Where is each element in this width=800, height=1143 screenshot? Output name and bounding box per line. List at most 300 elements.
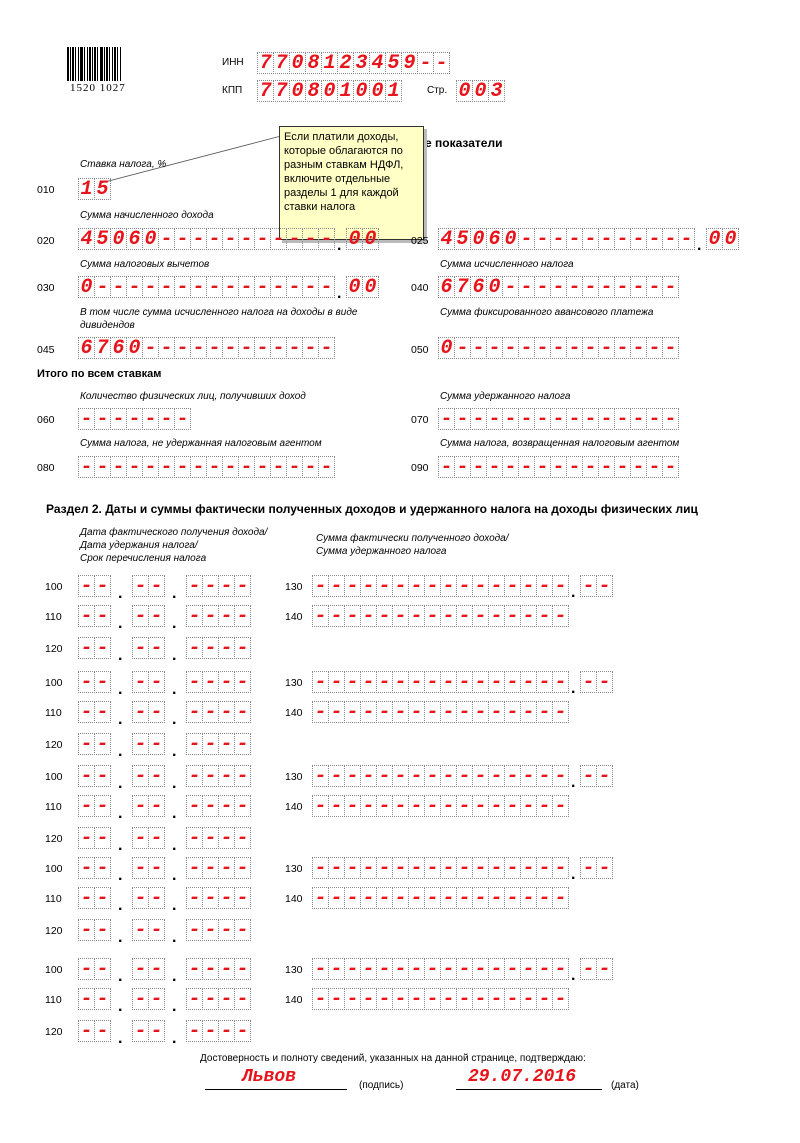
char-cell: 5 xyxy=(94,228,111,250)
char-cell: - xyxy=(534,337,551,359)
code-025: 025 xyxy=(411,235,429,247)
income-amount-field[interactable] xyxy=(312,857,612,883)
signature-line xyxy=(205,1089,347,1090)
confirm-text: Достоверность и полноту сведений, указанных на данной странице, подтверждаю: xyxy=(200,1053,586,1064)
char-cell: - xyxy=(646,456,663,478)
char-cell: - xyxy=(254,337,271,359)
char-cell: - xyxy=(614,456,631,478)
code-130: 130 xyxy=(285,964,303,976)
char-cell: - xyxy=(536,765,553,787)
date-field[interactable] xyxy=(78,575,250,602)
char-cell: - xyxy=(488,765,505,787)
char-cell: - xyxy=(174,228,191,250)
char-cell: - xyxy=(440,701,457,723)
date-label-3: Срок перечисления налога xyxy=(80,553,207,564)
char-cell: - xyxy=(94,988,111,1010)
char-cell: - xyxy=(148,671,165,693)
char-cell: - xyxy=(440,795,457,817)
code-110: 110 xyxy=(45,801,62,813)
char-cell: - xyxy=(582,337,599,359)
date-separator: . xyxy=(118,805,123,822)
char-cell: - xyxy=(218,887,235,909)
char-cell: 7 xyxy=(257,52,274,74)
char-cell: - xyxy=(536,988,553,1010)
char-cell: - xyxy=(186,605,203,627)
char-cell: - xyxy=(234,795,251,817)
date-separator: . xyxy=(118,968,123,985)
decimal-point: . xyxy=(337,237,342,254)
char-cell: - xyxy=(504,988,521,1010)
signature-caption: (подпись) xyxy=(359,1080,404,1091)
char-cell: - xyxy=(202,1020,219,1042)
withheld-amount-field[interactable] xyxy=(312,701,568,723)
char-cell: - xyxy=(596,671,613,693)
char-cell: - xyxy=(456,671,473,693)
char-cell: - xyxy=(520,857,537,879)
char-cell: - xyxy=(596,575,613,597)
date-field[interactable] xyxy=(78,919,250,946)
code-140: 140 xyxy=(285,801,303,813)
char-cell: - xyxy=(488,701,505,723)
char-cell: - xyxy=(424,575,441,597)
decimal-point: . xyxy=(571,967,576,984)
char-cell: - xyxy=(78,1020,95,1042)
char-cell: - xyxy=(78,795,95,817)
char-cell: - xyxy=(222,456,239,478)
char-cell: 0 xyxy=(353,80,370,102)
char-cell: - xyxy=(186,637,203,659)
char-cell: - xyxy=(392,605,409,627)
char-cell: - xyxy=(488,671,505,693)
date-caption: (дата) xyxy=(611,1080,639,1091)
char-cell: - xyxy=(190,276,207,298)
withheld-tax-field[interactable] xyxy=(438,408,678,430)
char-cell: - xyxy=(552,988,569,1010)
char-cell: - xyxy=(536,958,553,980)
char-cell: - xyxy=(270,456,287,478)
char-cell: - xyxy=(234,887,251,909)
char-cell: - xyxy=(456,765,473,787)
char-cell: - xyxy=(234,988,251,1010)
char-cell: - xyxy=(286,228,303,250)
date-separator: . xyxy=(118,837,123,854)
char-cell: - xyxy=(552,671,569,693)
char-cell: 0 xyxy=(321,80,338,102)
income-amount-field[interactable] xyxy=(312,958,612,984)
char-cell: - xyxy=(504,701,521,723)
char-cell: - xyxy=(472,765,489,787)
date-separator: . xyxy=(172,615,177,632)
date-separator: . xyxy=(118,998,123,1015)
char-cell: - xyxy=(234,857,251,879)
date-label-1: Дата фактического получения дохода/ xyxy=(80,527,268,538)
code-030: 030 xyxy=(37,282,55,294)
dividend-tax-field[interactable] xyxy=(78,337,334,359)
char-cell: - xyxy=(206,228,223,250)
char-cell: - xyxy=(142,408,159,430)
date-field[interactable] xyxy=(78,671,250,698)
char-cell: - xyxy=(408,887,425,909)
char-cell: - xyxy=(190,228,207,250)
date-field[interactable] xyxy=(78,701,250,728)
char-cell: - xyxy=(472,575,489,597)
char-cell: - xyxy=(360,988,377,1010)
char-cell: - xyxy=(94,637,111,659)
char-cell: - xyxy=(312,765,329,787)
char-cell: 8 xyxy=(305,80,322,102)
char-cell: - xyxy=(456,701,473,723)
char-cell: - xyxy=(552,701,569,723)
date-field[interactable] xyxy=(78,795,250,822)
date-field[interactable] xyxy=(78,887,250,914)
char-cell: - xyxy=(550,228,567,250)
date-field[interactable] xyxy=(78,958,250,985)
char-cell: - xyxy=(132,887,149,909)
deductions-field[interactable] xyxy=(78,276,378,302)
char-cell: - xyxy=(360,795,377,817)
dividend-income-field[interactable] xyxy=(438,228,738,254)
char-cell: - xyxy=(392,671,409,693)
code-100: 100 xyxy=(45,581,63,593)
char-cell: - xyxy=(360,575,377,597)
char-cell: - xyxy=(566,276,583,298)
date-separator: . xyxy=(172,897,177,914)
persons-count-field[interactable] xyxy=(78,408,190,430)
char-cell: - xyxy=(440,887,457,909)
char-cell: - xyxy=(218,988,235,1010)
char-cell: - xyxy=(536,795,553,817)
date-separator: . xyxy=(172,681,177,698)
char-cell: - xyxy=(408,988,425,1010)
char-cell: - xyxy=(580,958,597,980)
char-cell: - xyxy=(520,887,537,909)
char-cell: - xyxy=(440,857,457,879)
char-cell: - xyxy=(78,988,95,1010)
date-field[interactable] xyxy=(78,988,250,1015)
char-cell: - xyxy=(456,887,473,909)
char-cell: - xyxy=(424,605,441,627)
not-withheld-field[interactable] xyxy=(78,456,334,478)
fixed-advance-field[interactable] xyxy=(438,337,678,359)
char-cell: - xyxy=(472,988,489,1010)
char-cell: - xyxy=(344,765,361,787)
char-cell: 6 xyxy=(470,276,487,298)
char-cell: - xyxy=(94,605,111,627)
date-separator: . xyxy=(118,929,123,946)
char-cell: - xyxy=(202,733,219,755)
char-cell: 0 xyxy=(110,228,127,250)
kpp-label: КПП xyxy=(222,85,243,96)
char-cell: 7 xyxy=(273,80,290,102)
char-cell: 0 xyxy=(502,228,519,250)
char-cell: - xyxy=(218,765,235,787)
char-cell: - xyxy=(552,605,569,627)
char-cell: - xyxy=(238,456,255,478)
char-cell: - xyxy=(518,228,535,250)
char-cell: - xyxy=(312,671,329,693)
char-cell: - xyxy=(186,827,203,849)
char-cell: - xyxy=(360,958,377,980)
code-120: 120 xyxy=(45,1026,63,1038)
date-separator: . xyxy=(172,711,177,728)
char-cell: 3 xyxy=(353,52,370,74)
char-cell: - xyxy=(518,276,535,298)
char-cell: - xyxy=(132,575,149,597)
char-cell: 7 xyxy=(454,276,471,298)
char-cell: - xyxy=(488,988,505,1010)
char-cell: 0 xyxy=(706,228,723,250)
char-cell: - xyxy=(94,701,111,723)
char-cell: - xyxy=(202,765,219,787)
char-cell: - xyxy=(312,795,329,817)
char-cell: - xyxy=(518,337,535,359)
char-cell: - xyxy=(598,228,615,250)
char-cell: - xyxy=(440,575,457,597)
char-cell: - xyxy=(132,827,149,849)
date-field[interactable] xyxy=(78,1020,250,1047)
withheld-amount-field[interactable] xyxy=(312,795,568,817)
char-cell: - xyxy=(148,795,165,817)
char-cell: - xyxy=(132,765,149,787)
char-cell: - xyxy=(94,795,111,817)
char-cell: - xyxy=(78,958,95,980)
date-separator: . xyxy=(118,1030,123,1047)
char-cell: - xyxy=(132,701,149,723)
char-cell: - xyxy=(234,701,251,723)
date-field[interactable] xyxy=(78,605,250,632)
char-cell: 5 xyxy=(454,228,471,250)
char-cell: - xyxy=(438,456,455,478)
char-cell: - xyxy=(344,701,361,723)
char-cell: - xyxy=(206,276,223,298)
char-cell: - xyxy=(598,456,615,478)
date-separator: . xyxy=(118,743,123,760)
char-cell: - xyxy=(186,919,203,941)
char-cell: - xyxy=(376,988,393,1010)
code-130: 130 xyxy=(285,677,303,689)
char-cell: - xyxy=(202,671,219,693)
char-cell: - xyxy=(158,228,175,250)
char-cell: - xyxy=(148,733,165,755)
date-separator: . xyxy=(172,867,177,884)
char-cell: - xyxy=(456,605,473,627)
char-cell: - xyxy=(218,958,235,980)
char-cell: - xyxy=(376,605,393,627)
char-cell: 0 xyxy=(78,276,95,298)
char-cell: - xyxy=(582,228,599,250)
char-cell: 0 xyxy=(456,80,473,102)
date-field[interactable] xyxy=(78,765,250,792)
char-cell: - xyxy=(328,988,345,1010)
char-cell: - xyxy=(614,276,631,298)
date-field[interactable] xyxy=(78,827,250,854)
char-cell: - xyxy=(286,456,303,478)
char-cell: - xyxy=(454,456,471,478)
char-cell: - xyxy=(202,919,219,941)
code-120: 120 xyxy=(45,643,63,655)
char-cell: - xyxy=(472,671,489,693)
char-cell: - xyxy=(186,988,203,1010)
char-cell: - xyxy=(630,276,647,298)
withheld-amount-field[interactable] xyxy=(312,988,568,1010)
char-cell: - xyxy=(502,337,519,359)
char-cell: - xyxy=(552,857,569,879)
char-cell: - xyxy=(662,337,679,359)
char-cell: - xyxy=(344,575,361,597)
char-cell: - xyxy=(392,958,409,980)
date-separator: . xyxy=(172,1030,177,1047)
date-separator: . xyxy=(172,647,177,664)
char-cell: - xyxy=(440,958,457,980)
date-field[interactable] xyxy=(78,733,250,760)
signature[interactable]: Львов xyxy=(242,1067,297,1087)
withheld-amount-field[interactable] xyxy=(312,887,568,909)
char-cell: - xyxy=(472,857,489,879)
char-cell: - xyxy=(376,671,393,693)
rate-field[interactable] xyxy=(78,178,110,200)
date-separator: . xyxy=(118,775,123,792)
char-cell: - xyxy=(94,827,111,849)
char-cell: - xyxy=(408,857,425,879)
char-cell: - xyxy=(328,958,345,980)
char-cell: - xyxy=(456,575,473,597)
char-cell: - xyxy=(456,958,473,980)
income-amount-field[interactable] xyxy=(312,671,612,697)
char-cell: - xyxy=(376,857,393,879)
char-cell: - xyxy=(78,605,95,627)
char-cell: - xyxy=(94,671,111,693)
char-cell: 0 xyxy=(346,276,363,298)
dividend-tax-label: В том числе сумма исчисленного налога на доходы в виде дивидендов xyxy=(80,307,358,331)
char-cell: - xyxy=(190,456,207,478)
char-cell: - xyxy=(186,1020,203,1042)
char-cell: - xyxy=(486,456,503,478)
char-cell: - xyxy=(552,575,569,597)
char-cell: - xyxy=(302,228,319,250)
char-cell: - xyxy=(202,605,219,627)
char-cell: - xyxy=(202,827,219,849)
char-cell: - xyxy=(566,456,583,478)
char-cell: - xyxy=(158,276,175,298)
char-cell: - xyxy=(536,575,553,597)
sign-date[interactable]: 29.07.2016 xyxy=(468,1067,577,1087)
date-label-2: Дата удержания налога/ xyxy=(80,540,198,551)
char-cell: - xyxy=(222,228,239,250)
date-separator: . xyxy=(118,681,123,698)
char-cell: - xyxy=(344,795,361,817)
char-cell: - xyxy=(360,605,377,627)
char-cell: - xyxy=(234,671,251,693)
date-separator: . xyxy=(172,998,177,1015)
char-cell: - xyxy=(78,765,95,787)
returned-tax-field[interactable] xyxy=(438,456,678,478)
code-110: 110 xyxy=(45,893,62,905)
not-withheld-label: Сумма налога, не удержанная налоговым агентом xyxy=(80,438,322,449)
char-cell: - xyxy=(424,671,441,693)
char-cell: - xyxy=(328,671,345,693)
char-cell: - xyxy=(312,605,329,627)
char-cell: - xyxy=(174,408,191,430)
char-cell: - xyxy=(344,605,361,627)
char-cell: - xyxy=(186,733,203,755)
char-cell: - xyxy=(520,671,537,693)
char-cell: 0 xyxy=(369,80,386,102)
char-cell: - xyxy=(424,857,441,879)
code-110: 110 xyxy=(45,611,62,623)
char-cell: - xyxy=(520,701,537,723)
char-cell: - xyxy=(312,701,329,723)
char-cell: - xyxy=(520,605,537,627)
char-cell: - xyxy=(550,276,567,298)
char-cell: - xyxy=(142,456,159,478)
char-cell: - xyxy=(234,637,251,659)
char-cell: - xyxy=(78,827,95,849)
char-cell: - xyxy=(424,958,441,980)
char-cell: - xyxy=(424,795,441,817)
returned-label: Сумма налога, возвращенная налоговым агентом xyxy=(440,438,680,449)
totals-title: Итого по всем ставкам xyxy=(37,368,162,380)
char-cell: - xyxy=(520,795,537,817)
char-cell: - xyxy=(186,887,203,909)
calculated-tax-field[interactable] xyxy=(438,276,678,298)
char-cell: 1 xyxy=(337,80,354,102)
char-cell: - xyxy=(218,575,235,597)
date-field[interactable] xyxy=(78,637,250,664)
withheld-amount-field[interactable] xyxy=(312,605,568,627)
char-cell: - xyxy=(218,605,235,627)
char-cell: 0 xyxy=(346,228,363,250)
char-cell: - xyxy=(302,276,319,298)
char-cell: - xyxy=(302,456,319,478)
date-field[interactable] xyxy=(78,857,250,884)
char-cell: - xyxy=(206,337,223,359)
char-cell: - xyxy=(132,733,149,755)
char-cell: - xyxy=(486,337,503,359)
char-cell: - xyxy=(598,408,615,430)
char-cell: - xyxy=(222,337,239,359)
char-cell: - xyxy=(433,52,450,74)
char-cell: - xyxy=(580,575,597,597)
char-cell: - xyxy=(94,958,111,980)
char-cell: - xyxy=(234,1020,251,1042)
char-cell: - xyxy=(328,575,345,597)
income-amount-field[interactable] xyxy=(312,575,612,601)
char-cell: - xyxy=(408,671,425,693)
code-020: 020 xyxy=(37,235,55,247)
char-cell: - xyxy=(472,605,489,627)
char-cell: 0 xyxy=(438,337,455,359)
char-cell: - xyxy=(174,337,191,359)
code-090: 090 xyxy=(411,462,429,474)
char-cell: - xyxy=(614,228,631,250)
char-cell: - xyxy=(78,733,95,755)
decimal-point: . xyxy=(571,584,576,601)
char-cell: - xyxy=(360,765,377,787)
accrued-income-field[interactable] xyxy=(78,228,378,254)
char-cell: - xyxy=(328,857,345,879)
char-cell: - xyxy=(630,408,647,430)
date-separator: . xyxy=(118,585,123,602)
char-cell: - xyxy=(376,795,393,817)
rate-label: Ставка налога, % xyxy=(80,159,167,170)
calc-tax-label: Сумма исчисленного налога xyxy=(440,259,574,270)
char-cell: - xyxy=(202,988,219,1010)
income-amount-field[interactable] xyxy=(312,765,612,791)
char-cell: - xyxy=(148,765,165,787)
char-cell: - xyxy=(566,408,583,430)
char-cell: - xyxy=(126,408,143,430)
char-cell: - xyxy=(646,408,663,430)
